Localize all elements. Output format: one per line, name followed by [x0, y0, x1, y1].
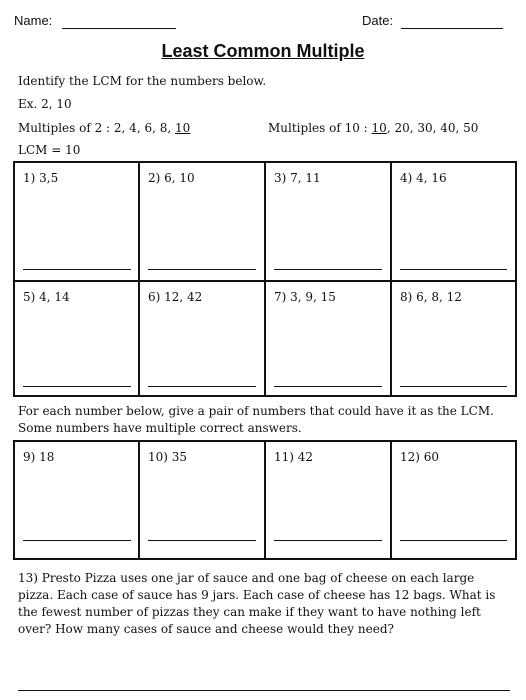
answer-line[interactable] — [23, 269, 131, 270]
problem-cell — [392, 442, 515, 558]
answer-line[interactable] — [274, 386, 382, 387]
date-label: Date: — [362, 13, 394, 28]
problem-cell — [140, 163, 264, 280]
name-field[interactable] — [62, 28, 176, 29]
problem-cell — [140, 282, 264, 395]
example-lcm: LCM = 10 — [18, 143, 81, 157]
problem-label: 7) 3, 9, 15 — [274, 290, 336, 304]
problems-grid-b — [13, 440, 517, 560]
problem-label: 12) 60 — [400, 450, 440, 464]
problem-label: 8) 6, 8, 12 — [400, 290, 462, 304]
multiples-a-label: Multiples of 2 : — [18, 121, 111, 135]
problem-label: 9) 18 — [23, 450, 55, 464]
answer-line[interactable] — [400, 269, 507, 270]
problem-label: 4) 4, 16 — [400, 171, 447, 185]
answer-line[interactable] — [400, 386, 507, 387]
multiples-b-answer: 10 — [371, 121, 387, 135]
instructions: Identify the LCM for the numbers below. — [18, 74, 267, 88]
answer-line[interactable] — [274, 269, 382, 270]
problem-cell — [15, 442, 139, 558]
answer-line[interactable] — [148, 386, 256, 387]
answer-line[interactable] — [148, 540, 256, 541]
section2-instructions: For each number below, give a pair of numbers that could have it as the LCM. Some numbers have multiple correct answers. — [18, 404, 494, 435]
problem-cell — [266, 442, 390, 558]
problem-label: 11) 42 — [274, 450, 314, 464]
problem-cell — [140, 442, 264, 558]
problem-cell — [266, 163, 390, 280]
problem-label: 5) 4, 14 — [23, 290, 70, 304]
problem-label: 3) 7, 11 — [274, 171, 321, 185]
example-multiples-b — [268, 121, 478, 135]
problems-grid-a — [13, 161, 517, 397]
answer-line[interactable] — [23, 540, 131, 541]
problem-cell — [15, 282, 139, 395]
multiples-b-label: Multiples of 10 : — [268, 121, 368, 135]
answer-line[interactable] — [148, 269, 256, 270]
problem-cell — [392, 282, 515, 395]
problem-label: 10) 35 — [148, 450, 188, 464]
multiples-b-values: , 20, 30, 40, 50 — [386, 121, 479, 135]
problem-label: 2) 6, 10 — [148, 171, 195, 185]
problem-label: 6) 12, 42 — [148, 290, 203, 304]
problem-cell — [266, 282, 390, 395]
date-field[interactable] — [401, 28, 503, 29]
page-title: Least Common Multiple — [161, 41, 365, 61]
word-problem: 13) Presto Pizza uses one jar of sauce and one bag of cheese on each large pizza. Each case of sauce has 9 jars. Each case of cheese has 12 bags. What is the fewest number of pizzas they can make if they want to have nothing left over? How many cases of sauce and cheese would they need? — [18, 571, 496, 636]
example-label: Ex. 2, 10 — [18, 97, 72, 111]
answer-line[interactable] — [274, 540, 382, 541]
answer-line[interactable] — [18, 690, 510, 691]
problem-cell — [392, 163, 515, 280]
multiples-a-answer: 10 — [175, 121, 191, 135]
answer-line[interactable] — [23, 386, 131, 387]
problem-cell — [15, 163, 139, 280]
problem-label: 1) 3,5 — [23, 171, 59, 185]
answer-line[interactable] — [400, 540, 507, 541]
multiples-a-values: 2, 4, 6, 8, — [113, 121, 172, 135]
name-label: Name: — [14, 13, 53, 28]
example-multiples-a — [18, 121, 190, 135]
